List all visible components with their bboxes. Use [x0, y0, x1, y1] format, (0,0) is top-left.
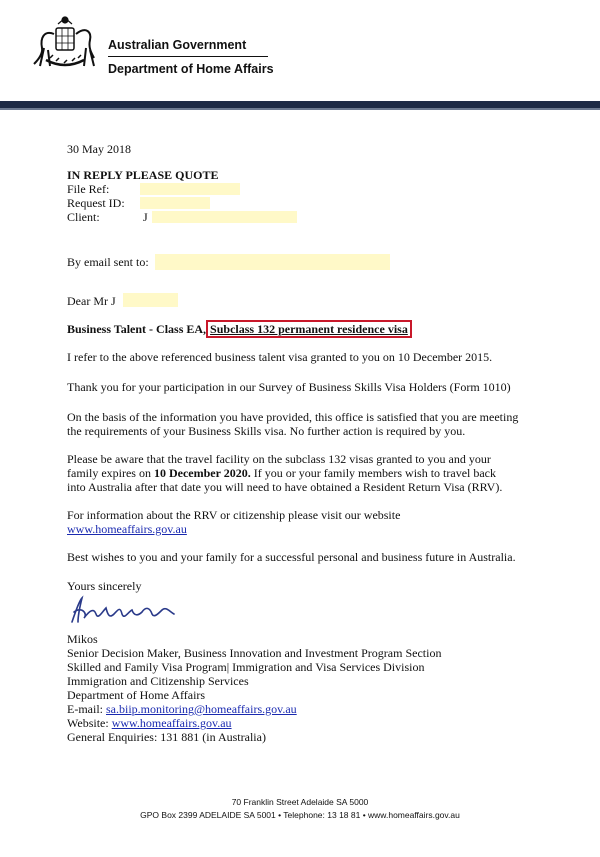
signer-name: Mikos: [67, 632, 98, 646]
redacted-file-ref: [140, 183, 240, 195]
redacted-email-address: [155, 254, 390, 270]
letterhead: [0, 0, 600, 105]
signer-website-line: [67, 716, 232, 731]
signer-title: Senior Decision Maker, Business Innovation and Investment Program Section: [67, 646, 442, 660]
redacted-surname: [123, 293, 178, 307]
paragraph-4-pre: family expires on: [67, 466, 154, 480]
header-band-shadow: [0, 108, 600, 110]
redacted-request-id: [140, 197, 210, 209]
website-link[interactable]: www.homeaffairs.gov.au: [67, 522, 187, 536]
client-initial: J: [143, 210, 148, 224]
paragraph-2: Thank you for your participation in our Survey of Business Skills Visa Holders (Form 1010): [67, 380, 511, 394]
paragraph-3-line-1: On the basis of the information you have provided, this office is satisfied that you are meeting: [67, 410, 519, 424]
signer-email-line: [67, 702, 297, 717]
government-name: Australian Government: [108, 38, 247, 52]
letterhead-divider: [108, 56, 268, 57]
email-label: E-mail:: [67, 702, 106, 716]
subject-prefix: Business Talent - Class EA,: [67, 322, 207, 336]
header-band: [0, 101, 600, 108]
signer-program: Skilled and Family Visa Program| Immigration and Visa Services Division: [67, 660, 425, 674]
email-sent-label: By email sent to:: [67, 255, 149, 269]
subject-highlight: Subclass 132 permanent residence visa: [206, 320, 412, 338]
paragraph-4-post: If you or your family members wish to travel back: [250, 466, 497, 480]
paragraph-4-line-3: into Australia after that date you will need to have obtained a Resident Return Visa (RRV).: [67, 480, 503, 494]
salutation: Dear Mr J: [67, 294, 116, 308]
client-label: Client:: [67, 210, 100, 224]
paragraph-4-line-2: [67, 466, 496, 481]
paragraph-3-line-2: the requirements of your Business Skills visa. No further action is required by you.: [67, 424, 466, 438]
paragraph-5-line-1: For information about the RRV or citizenship please visit our website: [67, 508, 401, 522]
signer-services: Immigration and Citizenship Services: [67, 674, 249, 688]
department-name: Department of Home Affairs: [108, 62, 274, 76]
request-id-label: Request ID:: [67, 196, 125, 210]
website-link-2[interactable]: www.homeaffairs.gov.au: [111, 716, 232, 730]
reply-heading: IN REPLY PLEASE QUOTE: [67, 168, 219, 182]
footer-address: 70 Franklin Street Adelaide SA 5000: [231, 797, 369, 807]
website-label: Website:: [67, 716, 112, 730]
paragraph-4-line-1: Please be aware that the travel facility on the subclass 132 visas granted to you and your: [67, 452, 491, 466]
expiry-date: 10 December 2020.: [153, 466, 251, 480]
closing: Yours sincerely: [67, 579, 142, 593]
letter-date: 30 May 2018: [67, 142, 131, 156]
footer-contact: GPO Box 2399 ADELAIDE SA 5001 • Telephone: 13 18 81 • www.homeaffairs.gov.au: [140, 810, 460, 820]
subject-line: [67, 322, 412, 337]
signer-department: Department of Home Affairs: [67, 688, 206, 702]
email-link[interactable]: sa.biip.monitoring@homeaffairs.gov.au: [106, 702, 297, 716]
file-ref-label: File Ref:: [67, 182, 110, 196]
paragraph-1: I refer to the above referenced business talent visa granted to you on 10 December 2015.: [67, 350, 493, 364]
paragraph-6: Best wishes to you and your family for a successful personal and business future in Australia.: [67, 550, 516, 564]
redacted-client-name: [152, 211, 297, 223]
general-enquiries: General Enquiries: 131 881 (in Australia): [67, 730, 266, 744]
signature-icon: [66, 592, 186, 628]
coat-of-arms-icon: [30, 14, 100, 70]
